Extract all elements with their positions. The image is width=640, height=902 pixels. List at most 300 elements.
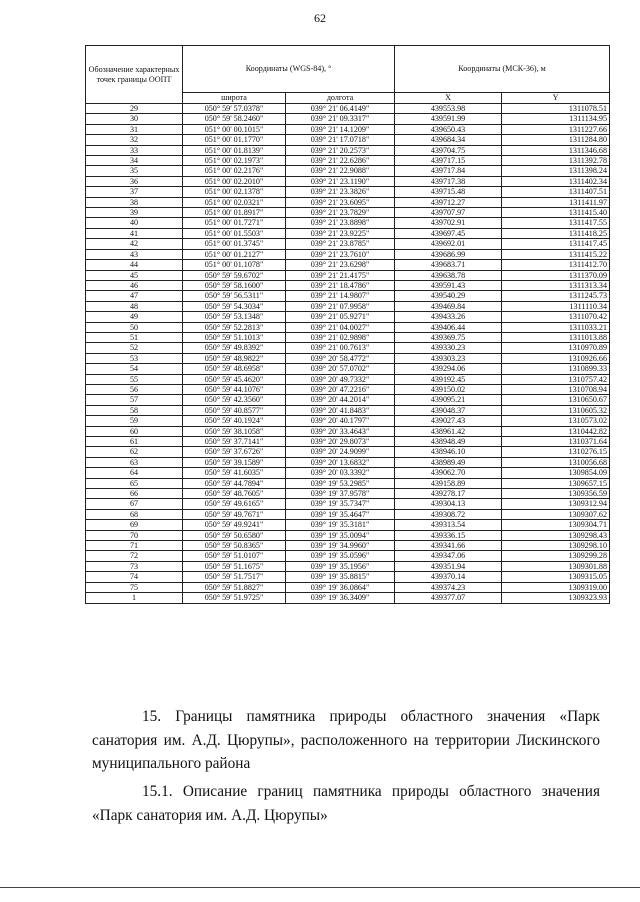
longitude-cell: 039° 21' 23.8785" [286,239,395,249]
x-coordinate-cell: 439313.54 [395,520,502,530]
longitude-cell: 039° 20' 13.6832" [286,457,395,467]
longitude-cell: 039° 21' 04.0027" [286,322,395,332]
point-id-cell: 38 [86,197,183,207]
table-row [86,426,610,436]
y-coordinate-cell: 1311370.09 [502,270,610,280]
latitude-cell: 051° 00' 02.2176" [183,166,286,176]
latitude-cell: 050° 59' 48.7605" [183,489,286,499]
table-row [86,509,610,519]
table-row [86,145,610,155]
x-coordinate-cell: 439702.91 [395,218,502,228]
longitude-cell: 039° 20' 49.7332" [286,374,395,384]
latitude-cell: 050° 59' 49.7671" [183,509,286,519]
latitude-cell: 050° 59' 49.8392" [183,343,286,353]
x-coordinate-cell: 439150.02 [395,384,502,394]
table-row [86,395,610,405]
y-coordinate-cell: 1309298.10 [502,541,610,551]
latitude-cell: 050° 59' 48.9822" [183,353,286,363]
y-coordinate-cell: 1311417.55 [502,218,610,228]
latitude-cell: 050° 59' 51.1675" [183,561,286,571]
x-coordinate-cell: 439704.75 [395,145,502,155]
coordinates-table [85,45,610,604]
table-row [86,218,610,228]
x-coordinate-cell: 439684.34 [395,135,502,145]
latitude-cell: 050° 59' 40.1924" [183,416,286,426]
table-row [86,114,610,124]
latitude-cell: 050° 59' 51.8827" [183,582,286,592]
point-id-cell: 66 [86,489,183,499]
point-id-cell: 72 [86,551,183,561]
point-id-cell: 40 [86,218,183,228]
x-coordinate-cell: 438989.49 [395,457,502,467]
latitude-cell: 050° 59' 56.5311" [183,291,286,301]
point-id-cell: 44 [86,260,183,270]
latitude-cell: 050° 59' 51.7517" [183,572,286,582]
table-row [86,291,610,301]
longitude-cell: 039° 20' 47.2216" [286,384,395,394]
latitude-cell: 050° 59' 37.6726" [183,447,286,457]
latitude-cell: 051° 00' 01.8917" [183,208,286,218]
y-coordinate-cell: 1309356.59 [502,489,610,499]
y-coordinate-cell: 1310970.89 [502,343,610,353]
longitude-cell: 039° 20' 44.2014" [286,395,395,405]
point-id-cell: 75 [86,582,183,592]
latitude-cell: 050° 59' 44.1076" [183,384,286,394]
table-row [86,405,610,415]
y-coordinate-cell: 1311033.21 [502,322,610,332]
latitude-cell: 050° 59' 51.0107" [183,551,286,561]
table-row [86,437,610,447]
x-coordinate-cell: 439347.06 [395,551,502,561]
x-coordinate-cell: 439278.17 [395,489,502,499]
y-coordinate-cell: 1311402.34 [502,176,610,186]
y-coordinate-cell: 1311284.80 [502,135,610,145]
y-coordinate-cell: 1311227.66 [502,124,610,134]
x-coordinate-cell: 439095.21 [395,395,502,405]
point-id-cell: 46 [86,280,183,290]
longitude-cell: 039° 19' 35.1956" [286,561,395,571]
y-coordinate-cell: 1310926.66 [502,353,610,363]
latitude-cell: 050° 59' 41.6035" [183,468,286,478]
latitude-cell: 050° 59' 37.7141" [183,437,286,447]
longitude-cell: 039° 21' 22.6286" [286,156,395,166]
longitude-cell: 039° 19' 35.7347" [286,499,395,509]
latitude-cell: 050° 59' 42.3560" [183,395,286,405]
latitude-cell: 051° 00' 02.0321" [183,197,286,207]
x-coordinate-cell: 439377.07 [395,593,502,603]
latitude-cell: 050° 59' 50.8365" [183,541,286,551]
longitude-cell: 039° 21' 22.9088" [286,166,395,176]
latitude-cell: 050° 59' 39.1589" [183,457,286,467]
x-coordinate-cell: 439712.27 [395,197,502,207]
x-coordinate-cell: 439294.06 [395,364,502,374]
x-coordinate-cell: 439553.98 [395,104,502,114]
x-coordinate-cell: 439027.43 [395,416,502,426]
point-id-cell: 61 [86,437,183,447]
longitude-cell: 039° 21' 14.9807" [286,291,395,301]
y-coordinate-cell: 1310056.68 [502,457,610,467]
longitude-cell: 039° 19' 35.8815" [286,572,395,582]
table-row [86,364,610,374]
point-id-cell: 73 [86,561,183,571]
table-row [86,228,610,238]
y-coordinate-cell: 1311411.97 [502,197,610,207]
x-coordinate-cell: 438946.10 [395,447,502,457]
longitude-cell: 039° 20' 33.4643" [286,426,395,436]
point-id-cell: 74 [86,572,183,582]
longitude-cell: 039° 20' 41.8483" [286,405,395,415]
latitude-cell: 050° 59' 49.6165" [183,499,286,509]
y-coordinate-cell: 1310605.32 [502,405,610,415]
x-coordinate-cell: 439406.44 [395,322,502,332]
point-id-cell: 52 [86,343,183,353]
y-coordinate-cell: 1309298.43 [502,530,610,540]
longitude-cell: 039° 21' 20.2573" [286,145,395,155]
x-coordinate-cell: 438961.42 [395,426,502,436]
longitude-cell: 039° 21' 21.4175" [286,270,395,280]
y-coordinate-cell: 1311412.70 [502,260,610,270]
latitude-cell: 050° 59' 57.0378" [183,104,286,114]
point-id-cell: 63 [86,457,183,467]
table-row [86,468,610,478]
y-coordinate-cell: 1309312.94 [502,499,610,509]
y-coordinate-cell: 1311417.45 [502,239,610,249]
x-coordinate-cell: 439330.23 [395,343,502,353]
table-row [86,343,610,353]
point-column-header: Обозначение характерных точек границы ООПТ [86,46,183,104]
y-coordinate-cell: 1310371.64 [502,437,610,447]
longitude-cell: 039° 19' 36.0864" [286,582,395,592]
latitude-cell: 051° 00' 02.1973" [183,156,286,166]
x-coordinate-cell: 439591.99 [395,114,502,124]
table-row [86,260,610,270]
x-coordinate-cell: 439374.23 [395,582,502,592]
longitude-cell: 039° 20' 24.9099" [286,447,395,457]
longitude-cell: 039° 21' 23.7610" [286,249,395,259]
table-row [86,135,610,145]
table-row [86,416,610,426]
point-id-cell: 69 [86,520,183,530]
point-id-cell: 65 [86,478,183,488]
x-coordinate-cell: 439715.48 [395,187,502,197]
x-column-header: X [395,93,502,104]
x-coordinate-cell: 439686.99 [395,249,502,259]
x-coordinate-cell: 439370.14 [395,572,502,582]
point-id-cell: 53 [86,353,183,363]
table-row [86,541,610,551]
x-coordinate-cell: 439469.84 [395,301,502,311]
point-id-cell: 64 [86,468,183,478]
table-row [86,593,610,603]
table-row [86,447,610,457]
latitude-cell: 050° 59' 51.1013" [183,332,286,342]
y-coordinate-cell: 1311392.78 [502,156,610,166]
x-coordinate-cell: 439707.97 [395,208,502,218]
x-coordinate-cell: 439540.29 [395,291,502,301]
y-coordinate-cell: 1311398.24 [502,166,610,176]
y-coordinate-cell: 1311070.42 [502,312,610,322]
y-coordinate-cell: 1309307.62 [502,509,610,519]
point-id-cell: 58 [86,405,183,415]
table-row [86,208,610,218]
table-row [86,353,610,363]
longitude-cell: 039° 20' 03.3392" [286,468,395,478]
point-id-cell: 32 [86,135,183,145]
latitude-cell: 051° 00' 01.8139" [183,145,286,155]
latitude-cell: 051° 00' 00.1015" [183,124,286,134]
y-coordinate-cell: 1311415.22 [502,249,610,259]
latitude-cell: 050° 59' 52.2813" [183,322,286,332]
x-coordinate-cell: 439192.45 [395,374,502,384]
y-coordinate-cell: 1311346.68 [502,145,610,155]
table-row [86,176,610,186]
longitude-cell: 039° 21' 06.4149" [286,104,395,114]
y-coordinate-cell: 1309323.93 [502,593,610,603]
point-id-cell: 70 [86,530,183,540]
table-row [86,332,610,342]
y-coordinate-cell: 1311013.88 [502,332,610,342]
y-coordinate-cell: 1311078.51 [502,104,610,114]
longitude-cell: 039° 20' 58.4772" [286,353,395,363]
wgs-column-header: Координаты (WGS-84), ° [183,46,395,93]
x-coordinate-cell: 439638.78 [395,270,502,280]
y-column-header: Y [502,93,610,104]
table-row [86,166,610,176]
table-row [86,197,610,207]
table-row [86,301,610,311]
point-id-cell: 36 [86,176,183,186]
table-row [86,582,610,592]
y-coordinate-cell: 1311418.25 [502,228,610,238]
point-id-cell: 42 [86,239,183,249]
point-id-cell: 43 [86,249,183,259]
x-coordinate-cell: 439351.94 [395,561,502,571]
table-row [86,572,610,582]
x-coordinate-cell: 439692.01 [395,239,502,249]
table-row [86,239,610,249]
coordinates-table-body [86,104,610,604]
msk-column-header: Координаты (МСК-36), м [395,46,610,93]
point-id-cell: 71 [86,541,183,551]
longitude-cell: 039° 21' 07.9958" [286,301,395,311]
x-coordinate-cell: 439697.45 [395,228,502,238]
longitude-cell: 039° 19' 35.4647" [286,509,395,519]
table-row [86,489,610,499]
table-row [86,104,610,114]
x-coordinate-cell: 439304.13 [395,499,502,509]
x-coordinate-cell: 439433.26 [395,312,502,322]
latitude-cell: 050° 59' 45.4620" [183,374,286,384]
latitude-cell: 051° 00' 01.1078" [183,260,286,270]
longitude-cell: 039° 21' 14.1209" [286,124,395,134]
longitude-cell: 039° 19' 34.9960" [286,541,395,551]
y-coordinate-cell: 1311134.95 [502,114,610,124]
latitude-cell: 050° 59' 53.1348" [183,312,286,322]
point-id-cell: 60 [86,426,183,436]
longitude-cell: 039° 21' 23.1190" [286,176,395,186]
y-coordinate-cell: 1310573.02 [502,416,610,426]
longitude-cell: 039° 21' 23.6298" [286,260,395,270]
longitude-cell: 039° 19' 35.0094" [286,530,395,540]
latitude-cell: 050° 59' 49.9241" [183,520,286,530]
latitude-cell: 050° 59' 50.6580" [183,530,286,540]
latitude-cell: 050° 59' 38.1058" [183,426,286,436]
longitude-cell: 039° 21' 17.0718" [286,135,395,145]
y-coordinate-cell: 1309657.15 [502,478,610,488]
x-coordinate-cell: 439591.43 [395,280,502,290]
x-coordinate-cell: 439717.84 [395,166,502,176]
table-row [86,499,610,509]
latitude-cell: 051° 00' 02.2010" [183,176,286,186]
point-id-cell: 68 [86,509,183,519]
y-coordinate-cell: 1309299.28 [502,551,610,561]
longitude-cell: 039° 21' 09.3317" [286,114,395,124]
table-row [86,457,610,467]
y-coordinate-cell: 1310899.33 [502,364,610,374]
x-coordinate-cell: 439683.71 [395,260,502,270]
point-id-cell: 34 [86,156,183,166]
x-coordinate-cell: 439062.70 [395,468,502,478]
x-coordinate-cell: 439717.38 [395,176,502,186]
y-coordinate-cell: 1311407.51 [502,187,610,197]
table-row [86,374,610,384]
latitude-cell: 050° 59' 40.8577" [183,405,286,415]
y-coordinate-cell: 1311415.40 [502,208,610,218]
longitude-cell: 039° 19' 37.9578" [286,489,395,499]
y-coordinate-cell: 1310276.15 [502,447,610,457]
latitude-cell: 050° 59' 58.2460" [183,114,286,124]
point-id-cell: 55 [86,374,183,384]
x-coordinate-cell: 439303.23 [395,353,502,363]
latitude-cell: 050° 59' 48.6958" [183,364,286,374]
point-id-cell: 30 [86,114,183,124]
point-id-cell: 39 [86,208,183,218]
point-id-cell: 33 [86,145,183,155]
longitude-cell: 039° 21' 00.7613" [286,343,395,353]
latitude-cell: 050° 59' 54.3034" [183,301,286,311]
longitude-cell: 039° 21' 23.3826" [286,187,395,197]
x-coordinate-cell: 439158.89 [395,478,502,488]
x-coordinate-cell: 439369.75 [395,332,502,342]
longitude-cell: 039° 19' 35.0596" [286,551,395,561]
table-row [86,561,610,571]
point-id-cell: 50 [86,322,183,332]
longitude-cell: 039° 21' 23.9225" [286,228,395,238]
table-row [86,530,610,540]
point-id-cell: 57 [86,395,183,405]
table-row [86,520,610,530]
y-coordinate-cell: 1311245.73 [502,291,610,301]
y-coordinate-cell: 1310442.82 [502,426,610,436]
y-coordinate-cell: 1311313.34 [502,280,610,290]
x-coordinate-cell: 439308.72 [395,509,502,519]
point-id-cell: 31 [86,124,183,134]
x-coordinate-cell: 439341.66 [395,541,502,551]
table-row [86,312,610,322]
longitude-cell: 039° 21' 05.9271" [286,312,395,322]
table-row [86,478,610,488]
x-coordinate-cell: 439336.15 [395,530,502,540]
x-coordinate-cell: 438948.49 [395,437,502,447]
page-number: 62 [314,11,326,25]
y-coordinate-cell: 1310708.94 [502,384,610,394]
point-id-cell: 49 [86,312,183,322]
point-id-cell: 37 [86,187,183,197]
latitude-cell: 051° 00' 02.1378" [183,187,286,197]
latitude-cell: 051° 00' 01.7271" [183,218,286,228]
latitude-cell: 050° 59' 44.7894" [183,478,286,488]
y-coordinate-cell: 1309315.05 [502,572,610,582]
x-coordinate-cell: 439717.15 [395,156,502,166]
point-id-cell: 62 [86,447,183,457]
table-row [86,280,610,290]
longitude-cell: 039° 21' 23.6095" [286,197,395,207]
table-row [86,551,610,561]
longitude-cell: 039° 21' 23.7829" [286,208,395,218]
table-row [86,270,610,280]
table-row [86,384,610,394]
longitude-cell: 039° 21' 02.9898" [286,332,395,342]
point-id-cell: 48 [86,301,183,311]
footer-divider [0,887,640,888]
latitude-cell: 050° 59' 59.6702" [183,270,286,280]
longitude-cell: 039° 19' 36.3409" [286,593,395,603]
y-coordinate-cell: 1309301.88 [502,561,610,571]
longitude-cell: 039° 20' 57.0702" [286,364,395,374]
x-coordinate-cell: 439650.43 [395,124,502,134]
latitude-cell: 051° 00' 01.3745" [183,239,286,249]
section-15-1-heading: 15.1. Описание границ памятника природы областного значения «Парк санатория им. А.Д. Цюрупы» [92,783,600,824]
y-coordinate-cell: 1310757.42 [502,374,610,384]
point-id-cell: 47 [86,291,183,301]
point-id-cell: 45 [86,270,183,280]
y-coordinate-cell: 1310650.67 [502,395,610,405]
y-coordinate-cell: 1311110.34 [502,301,610,311]
section-15-heading: 15. Границы памятника природы областного значения «Парк санатория им. А.Д. Цюрупы», расположенного на территории Лискинского муниципального района [92,708,600,772]
longitude-cell: 039° 20' 29.8073" [286,437,395,447]
table-row [86,322,610,332]
point-id-cell: 56 [86,384,183,394]
x-coordinate-cell: 439048.37 [395,405,502,415]
longitude-cell: 039° 21' 23.8898" [286,218,395,228]
point-id-cell: 29 [86,104,183,114]
latitude-cell: 051° 00' 01.2127" [183,249,286,259]
point-id-cell: 35 [86,166,183,176]
latitude-cell: 051° 00' 01.1770" [183,135,286,145]
point-id-cell: 67 [86,499,183,509]
longitude-cell: 039° 20' 40.1797" [286,416,395,426]
table-row [86,187,610,197]
table-row [86,249,610,259]
latitude-cell: 051° 00' 01.5503" [183,228,286,238]
longitude-cell: 039° 21' 18.4786" [286,280,395,290]
latitude-cell: 050° 59' 58.1600" [183,280,286,290]
y-coordinate-cell: 1309854.09 [502,468,610,478]
table-row [86,156,610,166]
point-id-cell: 41 [86,228,183,238]
point-id-cell: 51 [86,332,183,342]
point-id-cell: 59 [86,416,183,426]
y-coordinate-cell: 1309319.00 [502,582,610,592]
point-id-cell: 1 [86,593,183,603]
longitude-cell: 039° 19' 53.2985" [286,478,395,488]
longitude-cell: 039° 19' 35.3181" [286,520,395,530]
point-id-cell: 54 [86,364,183,374]
y-coordinate-cell: 1309304.71 [502,520,610,530]
longitude-column-header: долгота [286,93,395,104]
latitude-cell: 050° 59' 51.9725" [183,593,286,603]
latitude-column-header: широта [183,93,286,104]
